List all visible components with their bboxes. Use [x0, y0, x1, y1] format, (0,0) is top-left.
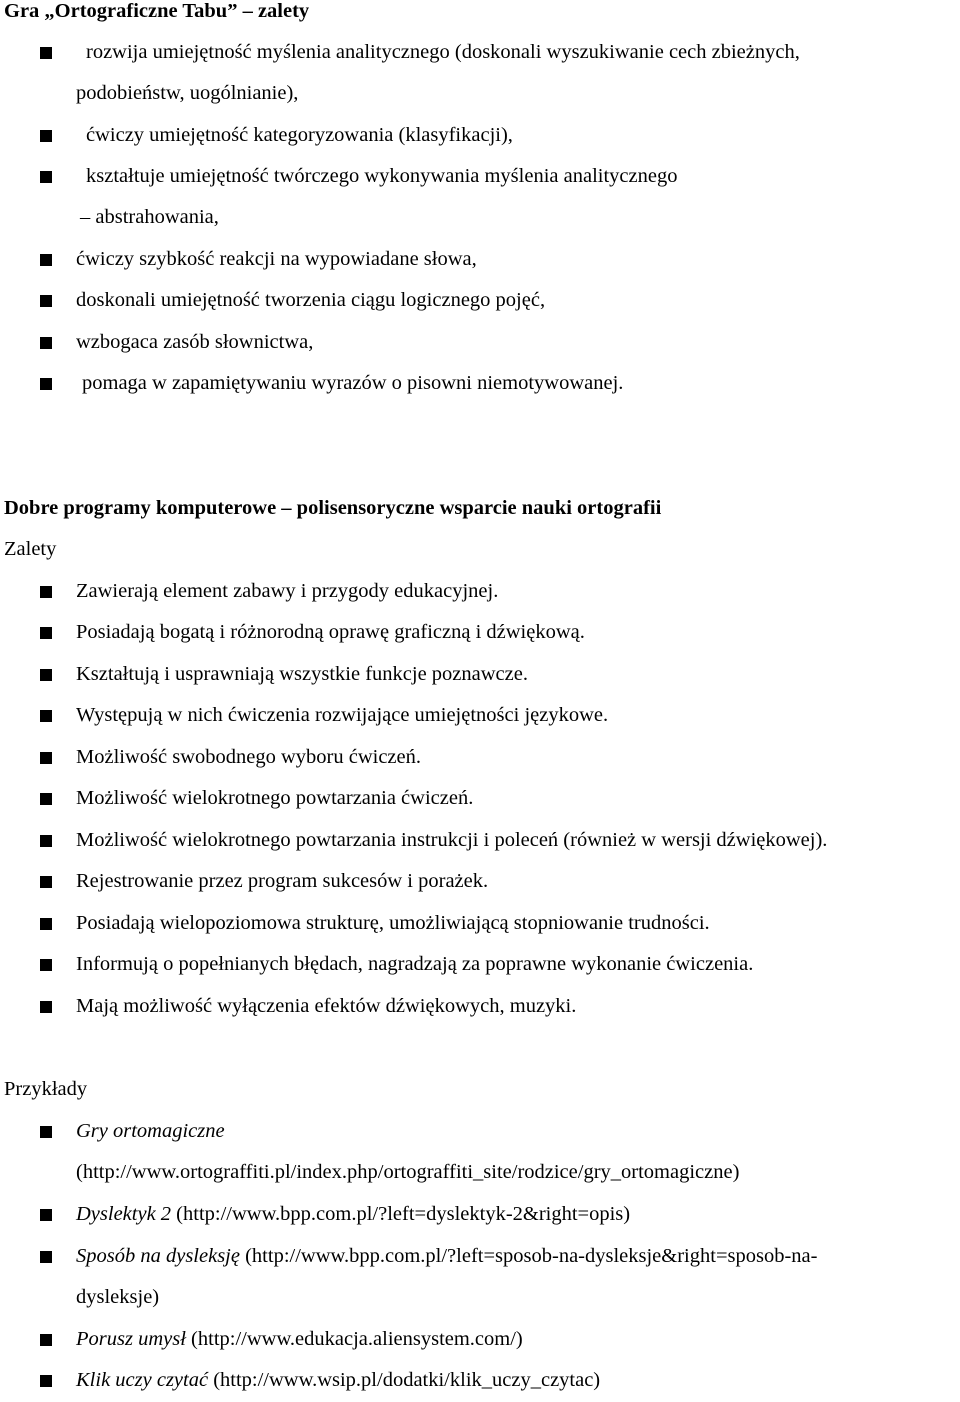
square-bullet-icon [40, 627, 52, 639]
list-item-text [76, 1236, 817, 1278]
list-item-text [76, 1319, 523, 1361]
program-name: Klik uczy czytać [76, 1369, 209, 1391]
program-name: Sposób na dysleksję [76, 1245, 240, 1267]
square-bullet-icon [40, 47, 52, 59]
program-link-continued: dysleksje) [76, 1286, 160, 1308]
square-bullet-icon [40, 295, 52, 307]
square-bullet-icon [40, 171, 52, 183]
square-bullet-icon [40, 710, 52, 722]
program-name: Porusz umysł [76, 1328, 186, 1350]
list-item-text: Kształtują i usprawniają wszystkie funkcje poznawcze. [76, 663, 528, 685]
program-link: (http://www.ortograffiti.pl/index.php/ortograffiti_site/rodzice/gry_ortomagiczne) [76, 1161, 740, 1183]
list-item-text: kształtuje umiejętność twórczego wykonywania myślenia analitycznego [86, 165, 678, 187]
list-item-text: Mają możliwość wyłączenia efektów dźwiękowych, muzyki. [76, 995, 577, 1017]
square-bullet-icon [40, 918, 52, 930]
section-subtitle-zalety: Zalety [4, 538, 57, 560]
list-item-text: Zawierają element zabawy i przygody edukacyjnej. [76, 580, 499, 602]
square-bullet-icon [40, 1375, 52, 1387]
square-bullet-icon [40, 1334, 52, 1346]
program-link: (http://www.bpp.com.pl/?left=sposob-na-dysleksje&right=sposob-na- [239, 1245, 818, 1267]
square-bullet-icon [40, 1251, 52, 1263]
square-bullet-icon [40, 254, 52, 266]
program-link: (http://www.edukacja.aliensystem.com/) [185, 1328, 523, 1350]
list-item-text [76, 1194, 630, 1236]
list-item-text: doskonali umiejętność tworzenia ciągu logicznego pojęć, [76, 289, 546, 311]
square-bullet-icon [40, 876, 52, 888]
square-bullet-icon [40, 669, 52, 681]
list-item-text: Posiadają wielopoziomowa strukturę, umożliwiającą stopniowanie trudności. [76, 912, 710, 934]
list-item-text [76, 1360, 600, 1402]
program-name: Gry ortomagiczne [76, 1120, 225, 1142]
square-bullet-icon [40, 752, 52, 764]
list-item-text: Możliwość wielokrotnego powtarzania instrukcji i poleceń (również w wersji dźwiękowej). [76, 829, 828, 851]
list-item-text: wzbogaca zasób słownictwa, [76, 331, 314, 353]
program-link: (http://www.bpp.com.pl/?left=dyslektyk-2&right=opis) [171, 1203, 631, 1225]
square-bullet-icon [40, 835, 52, 847]
section-title-przyklady: Przykłady [4, 1078, 88, 1100]
square-bullet-icon [40, 793, 52, 805]
program-link: (http://www.wsip.pl/dodatki/klik_uczy_czytac) [208, 1369, 601, 1391]
program-name: Dyslektyk 2 [76, 1203, 172, 1225]
list-item-text: Możliwość swobodnego wyboru ćwiczeń. [76, 746, 422, 768]
list-item-text: Możliwość wielokrotnego powtarzania ćwiczeń. [76, 787, 474, 809]
square-bullet-icon [40, 959, 52, 971]
list-item-text: ćwiczy umiejętność kategoryzowania (klasyfikacji), [86, 124, 513, 146]
list-item-text: pomaga w zapamiętywaniu wyrazów o pisowni niemotywowanej. [82, 372, 624, 394]
square-bullet-icon [40, 378, 52, 390]
list-item-text-continued: – abstrahowania, [80, 206, 219, 228]
section-title-ortograficzne-tabu: Gra „Ortograficzne Tabu” – zalety [4, 0, 310, 22]
list-item-text: ćwiczy szybkość reakcji na wypowiadane słowa, [76, 248, 477, 270]
list-item-text: Występują w nich ćwiczenia rozwijające umiejętności językowe. [76, 704, 609, 726]
square-bullet-icon [40, 1126, 52, 1138]
list-item-text: Rejestrowanie przez program sukcesów i porażek. [76, 870, 489, 892]
square-bullet-icon [40, 337, 52, 349]
list-item-text: Posiadają bogatą i różnorodną oprawę graficzną i dźwiękową. [76, 621, 585, 643]
square-bullet-icon [40, 130, 52, 142]
list-item-text: rozwija umiejętność myślenia analitycznego (doskonali wyszukiwanie cech zbieżnych, [86, 41, 800, 63]
square-bullet-icon [40, 1209, 52, 1221]
section-title-programy-komputerowe: Dobre programy komputerowe – polisensoryczne wsparcie nauki ortografii [4, 497, 662, 519]
list-item-text-continued: podobieństw, uogólnianie), [76, 82, 299, 104]
list-item-text: Informują o popełnianych błędach, nagradzają za poprawne wykonanie ćwiczenia. [76, 953, 754, 975]
square-bullet-icon [40, 586, 52, 598]
square-bullet-icon [40, 1001, 52, 1013]
list-item-text [76, 1111, 225, 1153]
